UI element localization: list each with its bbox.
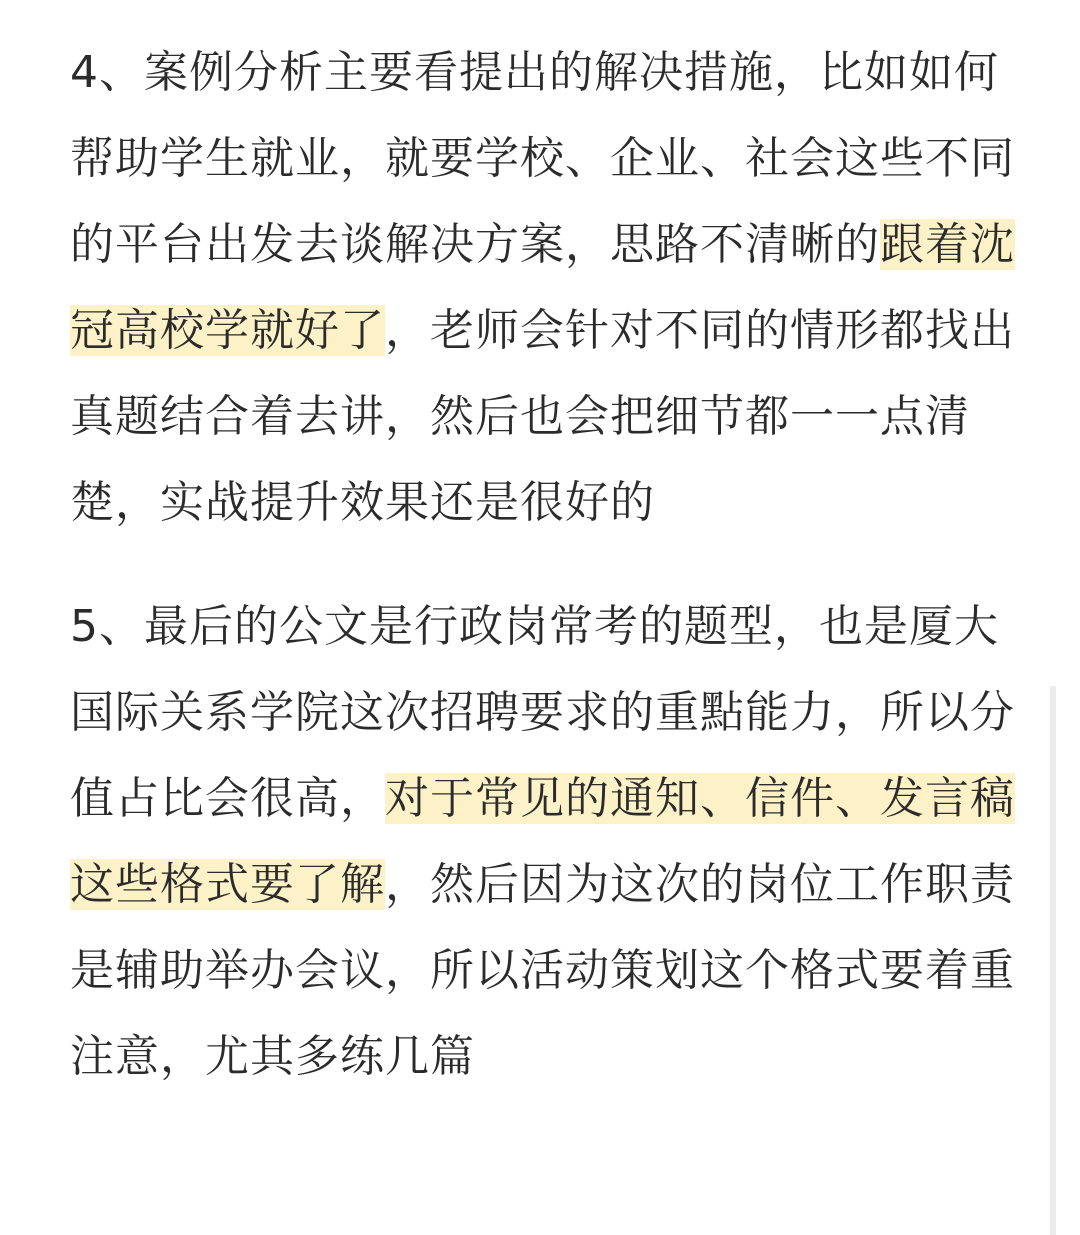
scroll-edge	[1050, 686, 1056, 1235]
article-body	[70, 30, 1030, 1100]
text-segment: ，然后因为这次的岗位工作职责是辅助举办会议，所以活动策划这个格式要着重注意，尤其多练几篇	[70, 859, 1015, 1082]
text-segment: 5、最后的公文是行政岗常考的题型，也是厦大国际关系学院这次招聘要求的重點能力，所以分值占比会很高，	[70, 601, 1015, 824]
text-segment: ，老师会针对不同的情形都找出真题结合着去讲，然后也会把细节都一一点清楚，实战提升效果还是很好的	[70, 305, 1015, 528]
highlighted-text: 跟着沈冠高校学就好了	[70, 219, 1015, 356]
text-segment: 4、案例分析主要看提出的解决措施，比如如何帮助学生就业，就要学校、企业、社会这些不同的平台出发去谈解决方案，思路不清晰的	[70, 47, 1015, 270]
paragraph-4	[70, 30, 1030, 546]
highlighted-text: 对于常见的通知、信件、发言稿这些格式要了解	[70, 773, 1015, 910]
paragraph-5	[70, 584, 1030, 1100]
